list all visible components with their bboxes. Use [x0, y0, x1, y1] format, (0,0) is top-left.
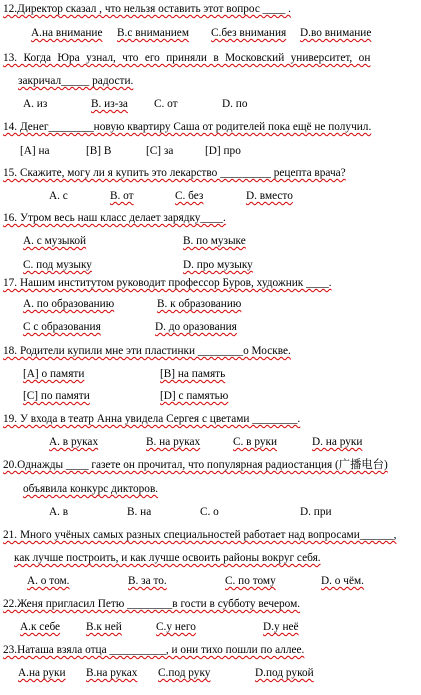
question-21-stem: [0, 530, 421, 544]
option-a[interactable]: A. по образованию: [23, 298, 115, 310]
option-d[interactable]: D. по: [222, 98, 248, 110]
question-20-stem-cont: [0, 484, 421, 498]
question-14-options: [0, 146, 421, 160]
option-c[interactable]: C. в руки: [233, 436, 278, 448]
question-17-options-row-1: [0, 299, 421, 313]
option-d[interactable]: D. до оразования: [155, 321, 237, 333]
question-12-options: [0, 28, 421, 42]
question-19-options: [0, 437, 421, 451]
question-16-stem: [0, 213, 421, 227]
option-b[interactable]: B. к образованию: [157, 298, 242, 310]
question-21-options: [0, 576, 421, 590]
question-stem-line: 17. Нашим институтом руководит профессор Буров, художник ____.: [3, 277, 332, 289]
option-b[interactable]: B. на руках: [146, 436, 201, 448]
option-b[interactable]: B. из-за: [91, 98, 128, 110]
question-23-options: [0, 668, 421, 682]
option-d[interactable]: [D] с памятью: [160, 390, 229, 402]
question-stem-line: 19. У входа в театр Анна увидела Сергея с цветами ________.: [3, 413, 301, 425]
option-a[interactable]: A. в: [49, 506, 69, 518]
question-22-stem: [0, 599, 421, 613]
question-13-stem-cont: [0, 76, 421, 90]
option-c[interactable]: C с образования: [23, 321, 101, 333]
question-18-options-row-1: [0, 369, 421, 383]
question-20-stem: [0, 460, 421, 474]
question-stem-line: 15. Скажите, могу ли я купить это лекарство _________ рецепта врача?: [3, 167, 346, 179]
question-stem-line: 12.Директор сказал , что нельзя оставить этот вопрос ____ .: [3, 3, 291, 15]
option-d[interactable]: D. при: [300, 506, 332, 518]
question-stem-line: 21. Много учёных самых разных специальностей работает над вопросами______,: [3, 529, 397, 541]
option-c[interactable]: [C] по памяти: [23, 390, 90, 402]
question-stem-line: объявила конкурс дикторов.: [23, 483, 159, 495]
question-stem-line: 16. Утром весь наш класс делает зарядку____.: [3, 212, 226, 224]
option-a[interactable]: A. с музыкой: [23, 235, 87, 247]
option-c[interactable]: C. без: [175, 190, 204, 202]
option-b[interactable]: [B] В: [86, 145, 112, 157]
question-20-options: [0, 507, 421, 521]
option-a[interactable]: A.на руки: [18, 667, 66, 679]
option-d[interactable]: D. о чём.: [321, 575, 364, 587]
option-a[interactable]: A.к себе: [20, 621, 61, 633]
option-a[interactable]: [A] на: [20, 145, 50, 157]
question-17-options-row-2: [0, 322, 421, 336]
option-a[interactable]: A. о том.: [27, 575, 70, 587]
question-stem-line: 13. Когда Юра узнал, что его приняли в Московский университет, он: [3, 52, 371, 64]
question-stem-line: 18. Родители купили мне эти пластинки ________о Москве.: [3, 345, 291, 357]
option-b[interactable]: B. на: [127, 506, 152, 518]
option-c[interactable]: C. под музыку: [23, 259, 92, 271]
option-c[interactable]: C. о: [200, 506, 219, 518]
question-stem-line: закричал_____ радости.: [18, 75, 134, 87]
option-b[interactable]: [B] на память: [160, 368, 226, 380]
option-b[interactable]: B.к ней: [86, 621, 122, 633]
question-15-options: [0, 191, 421, 205]
question-23-stem: [0, 645, 421, 659]
question-16-options-row-2: [0, 260, 421, 274]
question-15-stem: [0, 168, 421, 182]
option-d[interactable]: D. вместо: [246, 190, 293, 202]
option-b[interactable]: B.с вниманием: [117, 27, 189, 39]
option-c[interactable]: C. от: [154, 98, 178, 110]
option-a[interactable]: A.на внимание: [31, 27, 103, 39]
question-stem-line: 14. Денег________новую квартиру Саша от родителей пока ещё не получил.: [3, 121, 372, 133]
question-21-stem-cont: [0, 553, 421, 567]
option-b[interactable]: B. по музыке: [183, 235, 246, 247]
question-13-stem: [0, 53, 421, 67]
question-stem-line: 22.Женя пригласил Петю ________в гости в субботу вечером.: [3, 598, 301, 610]
question-12-stem: [0, 4, 421, 18]
option-c[interactable]: C.под руку: [158, 667, 211, 679]
question-22-options: [0, 622, 421, 636]
option-b[interactable]: B.на руках: [86, 667, 138, 679]
question-13-options: [0, 99, 421, 113]
option-b[interactable]: B. от: [110, 190, 134, 202]
option-c[interactable]: [C] за: [146, 145, 174, 157]
option-a[interactable]: [A] о памяти: [23, 368, 85, 380]
question-18-stem: [0, 346, 421, 360]
option-d[interactable]: D. про музыку: [183, 259, 253, 271]
option-d[interactable]: D.под рукой: [255, 667, 314, 679]
question-17-stem: [0, 278, 421, 292]
option-a[interactable]: A. из: [23, 98, 48, 110]
option-d[interactable]: D.во внимание: [300, 27, 372, 39]
option-d[interactable]: D.у неё: [263, 621, 299, 633]
question-14-stem: [0, 122, 421, 136]
option-a[interactable]: A. с: [49, 190, 68, 202]
option-c[interactable]: C.у него: [156, 621, 196, 633]
option-b[interactable]: B. за то.: [128, 575, 167, 587]
option-a[interactable]: A. в руках: [49, 436, 99, 448]
question-stem-line: как лучше построить, и как лучше освоить районы вокруг себя.: [14, 552, 321, 564]
option-d[interactable]: D. на руки: [312, 436, 363, 448]
option-d[interactable]: [D] про: [205, 145, 241, 157]
question-stem-line: 20.Однажды ____ газете он прочитал, что популярная радиостанция (广播电台): [3, 459, 388, 471]
question-18-options-row-2: [0, 391, 421, 405]
option-c[interactable]: C.без внимания: [211, 27, 287, 39]
option-c[interactable]: C. по тому: [225, 575, 276, 587]
question-19-stem: [0, 414, 421, 428]
question-16-options-row-1: [0, 236, 421, 250]
question-stem-line: 23.Наташа взяла отца __________, и они тихо пошли по аллее.: [3, 644, 305, 656]
